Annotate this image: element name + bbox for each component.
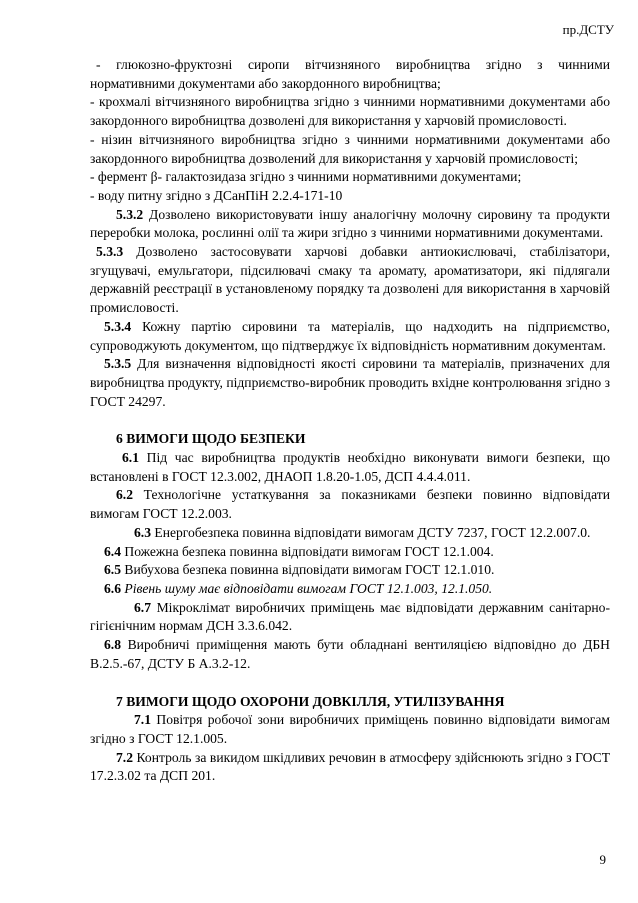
- section-heading: 6 ВИМОГИ ЩОДО БЕЗПЕКИ: [116, 431, 306, 447]
- clause-text: Енергобезпека повинна відповідати вимогам ДСТУ 7237, ГОСТ 12.2.007.0.: [151, 524, 591, 540]
- clause-7-1: [90, 711, 610, 748]
- clause-number: 6.4: [104, 543, 121, 559]
- clause-text: Кожну партію сировини та матеріалів, що надходить на підприємство, супроводжують документом, що підтверджує їх відповідність нормативним документам.: [90, 318, 610, 353]
- clause-6-1: [90, 449, 610, 486]
- clause-text: Рівень шуму має відповідати вимогам ГОСТ 12.1.003, 12.1.050.: [121, 580, 493, 596]
- clause-6-3: [90, 524, 610, 543]
- clause-number: 5.3.2: [116, 206, 144, 222]
- list-item: - фермент β- галактозидаза згідно з чинними нормативними документами;: [90, 169, 522, 185]
- clause-number: 5.3.4: [104, 318, 132, 334]
- clause-number: 6.5: [104, 562, 121, 578]
- clause-6-5: [90, 561, 610, 580]
- clause-5-3-2: [90, 206, 610, 243]
- clause-6-6: [90, 580, 610, 599]
- clause-6-8: [90, 636, 610, 673]
- clause-number: 6.2: [116, 487, 133, 503]
- clause-text: Пожежна безпека повинна відповідати вимогам ГОСТ 12.1.004.: [121, 543, 494, 559]
- clause-text: Виробничі приміщення мають бути обладнані вентиляцією відповідно до ДБН В.2.5.-67, ДСТУ Б А.3.2-12.: [90, 637, 610, 671]
- list-item: - крохмалі вітчизняного виробництва згідно з чинними нормативними документами або закордонного виробництва дозволені для використання у харчовій промисловості.: [90, 94, 610, 129]
- clause-text: Вибухова безпека повинна відповідати вимогам ГОСТ 12.1.010.: [121, 562, 495, 578]
- page-number: 9: [599, 852, 606, 867]
- clause-6-4: [90, 543, 610, 562]
- clause-number: 7.2: [116, 749, 133, 765]
- clause-5-3-5: [90, 355, 610, 411]
- clause-text: Під час виробництва продуктів необхідно виконувати вимоги безпеки, що встановлені в ГОСТ 12.3.002, ДНАОП 1.8.20-1.05, ДСП 4.4.4.011.: [90, 450, 610, 484]
- clause-text: Мікроклімат виробничих приміщень має відповідати державним санітарно-гігієнічним нормам ДСН 3.3.6.042.: [90, 599, 610, 634]
- clause-number: 6.8: [104, 637, 121, 653]
- clause-number: 5.3.5: [104, 356, 132, 372]
- clause-6-2: [90, 486, 610, 523]
- clause-text: Дозволено використовувати іншу аналогічну молочну сировину та продукти переробки молока, рослинні олії та жири згідно з чинними нормативними документами.: [90, 206, 610, 241]
- clause-text: Технологічне устаткування за показниками безпеки повинно відповідати вимогам ГОСТ 12.2.003.: [90, 487, 610, 522]
- list-item: - глюкозно-фруктозні сиропи вітчизняного виробництва згідно з чинними нормативними документами або закордонного виробництва;: [90, 57, 610, 91]
- clause-number: 5.3.3: [96, 244, 124, 260]
- clause-number: 6.6: [104, 580, 121, 596]
- document-body: [90, 56, 610, 786]
- list-item: - воду питну згідно з ДСанПіН 2.2.4-171-10: [90, 187, 343, 203]
- clause-text: Повітря робочої зони виробничих приміщень повинно відповідати вимогам згідно з ГОСТ 12.1.005.: [90, 712, 610, 746]
- clause-text: Контроль за викидом шкідливих речовин в атмосферу здійснюють згідно з ГОСТ 17.2.3.02 та ДСП 201.: [90, 749, 610, 784]
- clause-number: 6.3: [134, 524, 151, 540]
- clause-5-3-3: [90, 243, 610, 318]
- list-item: - нізин вітчизняного виробництва згідно з чинними нормативними документами або закордонного виробництва дозволений для використання у харчовій промисловості;: [90, 131, 610, 166]
- clause-5-3-4: [90, 318, 610, 355]
- clause-6-7: [90, 599, 610, 636]
- clause-number: 6.1: [122, 450, 139, 466]
- clause-number: 6.7: [134, 599, 151, 615]
- clause-text: Для визначення відповідності якості сировини та матеріалів, призначених для виробництва продукту, підприємство-виробник проводить вхідне контролювання згідно з ГОСТ 24297.: [90, 356, 610, 409]
- clause-text: Дозволено застосовувати харчові добавки антиокислювачі, стабілізатори, згущувачі, емульгатори, підсилювачі смаку та аромату, ароматизатори, які підлягали державній реєстрації в установленому порядку та дозволені для використання в харчовій промисловості.: [90, 244, 610, 316]
- clause-7-2: [90, 749, 610, 786]
- clause-number: 7.1: [134, 712, 151, 728]
- section-heading: 7 ВИМОГИ ЩОДО ОХОРОНИ ДОВКІЛЛЯ, УТИЛІЗУВАННЯ: [116, 693, 505, 709]
- document-header: пр.ДСТУ: [562, 22, 614, 37]
